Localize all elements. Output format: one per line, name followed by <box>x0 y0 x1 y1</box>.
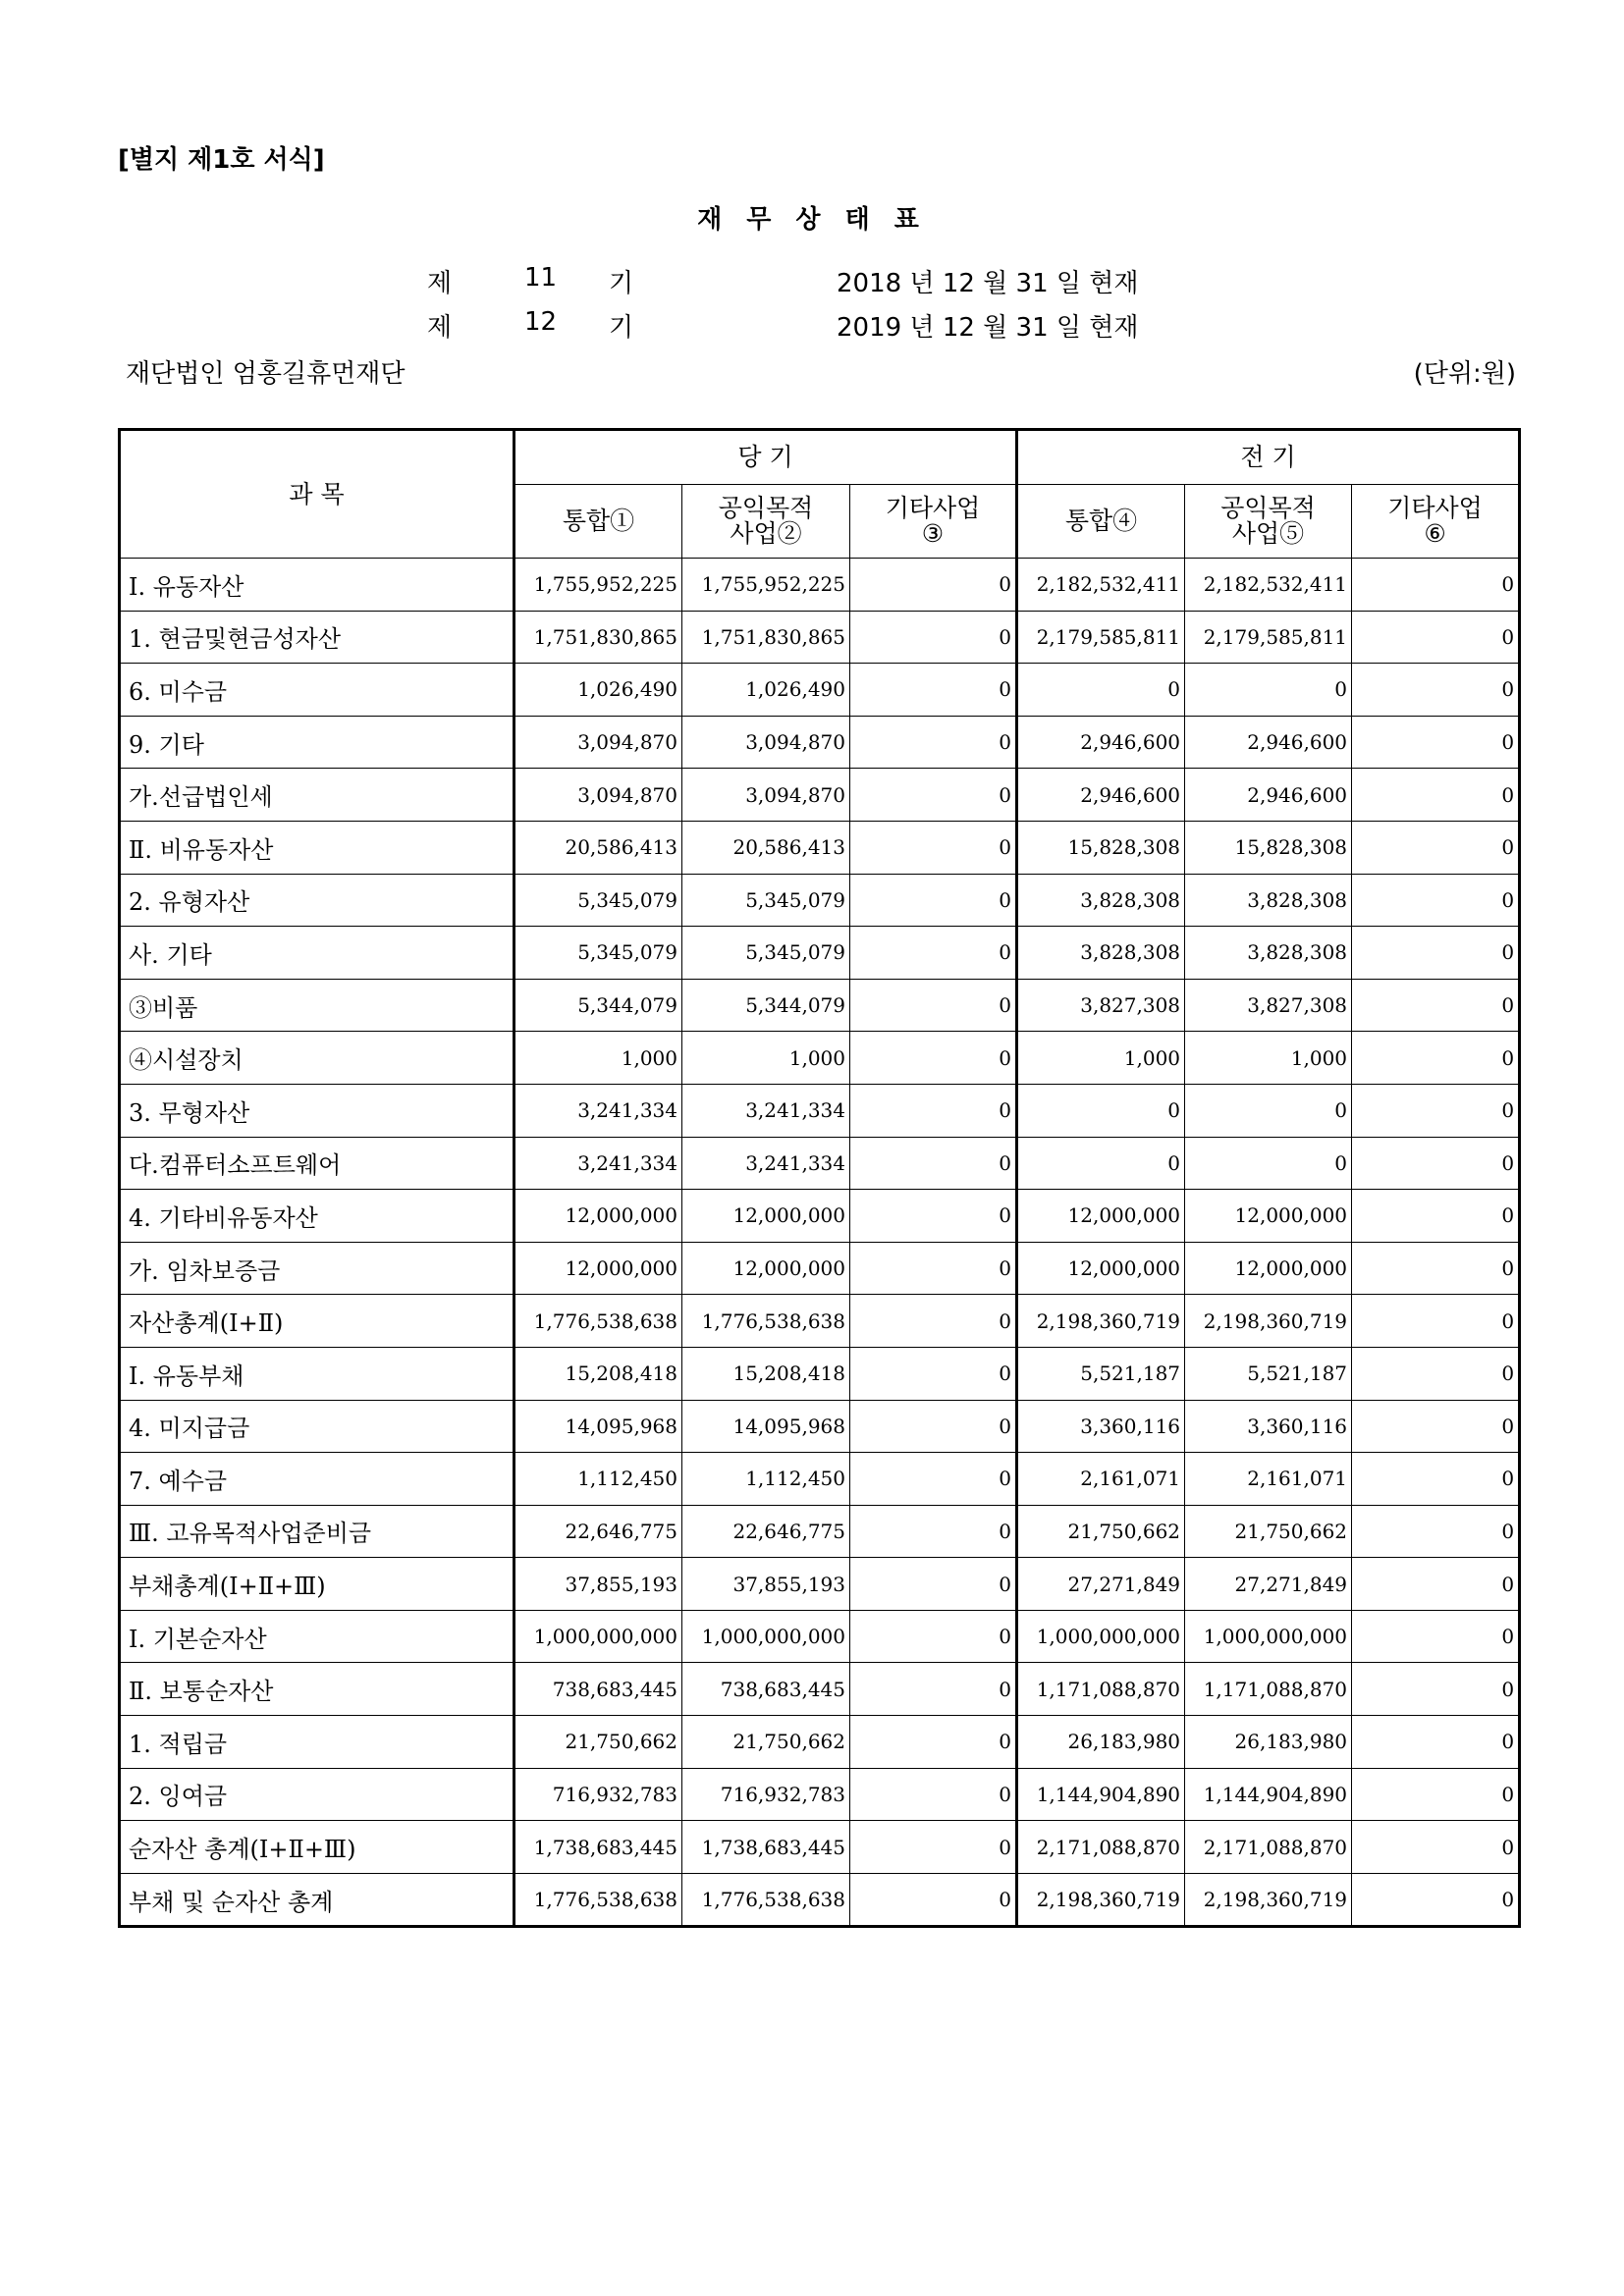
table-row <box>120 1821 1520 1874</box>
row-label: 가.선급법인세 <box>120 769 514 822</box>
row-value-col-2: 12,000,000 <box>682 1190 850 1243</box>
row-value-col-6: 0 <box>1352 1032 1520 1085</box>
row-value-col-6: 0 <box>1352 1505 1520 1558</box>
form-label: [별지 제1호 서식] <box>118 145 325 175</box>
row-value-col-5: 0 <box>1185 1084 1352 1137</box>
row-value-col-3: 0 <box>850 1610 1017 1663</box>
row-value-col-6: 0 <box>1352 1400 1520 1453</box>
row-label: Ⅱ. 보통순자산 <box>120 1663 514 1716</box>
row-value-col-4: 12,000,000 <box>1017 1242 1185 1295</box>
row-value-col-1: 1,026,490 <box>514 664 682 717</box>
header-col-line1: 기타사업 <box>885 494 981 522</box>
row-value-col-3: 0 <box>850 1505 1017 1558</box>
row-value-col-4: 12,000,000 <box>1017 1190 1185 1243</box>
row-value-col-5: 3,828,308 <box>1185 874 1352 927</box>
row-value-col-3: 0 <box>850 1032 1017 1085</box>
row-value-col-5: 27,271,849 <box>1185 1558 1352 1611</box>
row-value-col-5: 1,000,000,000 <box>1185 1610 1352 1663</box>
row-value-col-6: 0 <box>1352 716 1520 769</box>
row-value-col-4: 5,521,187 <box>1017 1347 1185 1400</box>
row-value-col-3: 0 <box>850 927 1017 980</box>
row-value-col-5: 2,198,360,719 <box>1185 1873 1352 1927</box>
row-value-col-3: 0 <box>850 1716 1017 1769</box>
row-label: Ⅱ. 비유동자산 <box>120 821 514 874</box>
row-value-col-1: 1,776,538,638 <box>514 1873 682 1927</box>
row-value-col-4: 2,946,600 <box>1017 716 1185 769</box>
row-value-col-5: 1,171,088,870 <box>1185 1663 1352 1716</box>
row-value-col-2: 1,755,952,225 <box>682 559 850 612</box>
table-row <box>120 1716 1520 1769</box>
period-gi: 기 <box>609 269 634 298</box>
table-row <box>120 1295 1520 1348</box>
table-row <box>120 1663 1520 1716</box>
row-value-col-1: 12,000,000 <box>514 1190 682 1243</box>
row-value-col-6: 0 <box>1352 821 1520 874</box>
row-value-col-4: 26,183,980 <box>1017 1716 1185 1769</box>
row-value-col-3: 0 <box>850 1242 1017 1295</box>
row-value-col-1: 5,344,079 <box>514 979 682 1032</box>
table-row <box>120 821 1520 874</box>
row-label: ③비품 <box>120 979 514 1032</box>
period-je: 제 <box>427 269 453 298</box>
table-row <box>120 927 1520 980</box>
row-value-col-4: 1,000,000,000 <box>1017 1610 1185 1663</box>
row-value-col-1: 716,932,783 <box>514 1768 682 1821</box>
row-value-col-6: 0 <box>1352 874 1520 927</box>
row-label: 9. 기타 <box>120 716 514 769</box>
row-value-col-2: 14,095,968 <box>682 1400 850 1453</box>
row-value-col-3: 0 <box>850 664 1017 717</box>
table-row <box>120 1347 1520 1400</box>
row-value-col-3: 0 <box>850 1453 1017 1506</box>
table-row <box>120 1032 1520 1085</box>
row-value-col-4: 0 <box>1017 1084 1185 1137</box>
row-value-col-1: 3,241,334 <box>514 1084 682 1137</box>
header-col-1 <box>514 485 682 559</box>
header-subject: 과 목 <box>120 430 514 559</box>
row-label: 사. 기타 <box>120 927 514 980</box>
row-value-col-4: 1,000 <box>1017 1032 1185 1085</box>
table-row <box>120 979 1520 1032</box>
table-row <box>120 1084 1520 1137</box>
row-value-col-4: 2,179,585,811 <box>1017 611 1185 664</box>
row-value-col-4: 2,198,360,719 <box>1017 1295 1185 1348</box>
period-line-11 <box>0 263 1624 298</box>
period-number: 12 <box>524 307 558 337</box>
row-value-col-3: 0 <box>850 979 1017 1032</box>
row-value-col-3: 0 <box>850 1400 1017 1453</box>
row-value-col-4: 2,171,088,870 <box>1017 1821 1185 1874</box>
row-label: 가. 임차보증금 <box>120 1242 514 1295</box>
row-value-col-2: 12,000,000 <box>682 1242 850 1295</box>
row-value-col-2: 716,932,783 <box>682 1768 850 1821</box>
row-value-col-5: 0 <box>1185 1137 1352 1190</box>
table-row <box>120 716 1520 769</box>
row-value-col-2: 3,094,870 <box>682 769 850 822</box>
table-row <box>120 1873 1520 1927</box>
row-value-col-1: 14,095,968 <box>514 1400 682 1453</box>
row-value-col-4: 2,161,071 <box>1017 1453 1185 1506</box>
period-date: 2018 년 12 월 31 일 현재 <box>837 269 1139 298</box>
row-label: 4. 기타비유동자산 <box>120 1190 514 1243</box>
row-value-col-5: 2,182,532,411 <box>1185 559 1352 612</box>
row-label: 6. 미수금 <box>120 664 514 717</box>
row-label: 부채총계(Ⅰ+Ⅱ+Ⅲ) <box>120 1558 514 1611</box>
row-value-col-6: 0 <box>1352 979 1520 1032</box>
row-value-col-4: 0 <box>1017 1137 1185 1190</box>
table-row <box>120 1400 1520 1453</box>
header-col-line2: ③ <box>921 519 945 548</box>
row-label: 부채 및 순자산 총계 <box>120 1873 514 1927</box>
row-label: 7. 예수금 <box>120 1453 514 1506</box>
row-value-col-1: 15,208,418 <box>514 1347 682 1400</box>
header-col-2 <box>682 485 850 559</box>
row-value-col-2: 1,738,683,445 <box>682 1821 850 1874</box>
row-value-col-2: 20,586,413 <box>682 821 850 874</box>
row-value-col-6: 0 <box>1352 1768 1520 1821</box>
row-value-col-6: 0 <box>1352 769 1520 822</box>
period-je: 제 <box>427 313 453 343</box>
row-value-col-3: 0 <box>850 1768 1017 1821</box>
row-value-col-5: 2,171,088,870 <box>1185 1821 1352 1874</box>
row-value-col-1: 3,241,334 <box>514 1137 682 1190</box>
row-value-col-4: 3,828,308 <box>1017 874 1185 927</box>
row-value-col-1: 1,776,538,638 <box>514 1295 682 1348</box>
row-value-col-1: 1,738,683,445 <box>514 1821 682 1874</box>
row-label: 2. 잉여금 <box>120 1768 514 1821</box>
row-value-col-2: 5,344,079 <box>682 979 850 1032</box>
table-row <box>120 1242 1520 1295</box>
header-col-3 <box>850 485 1017 559</box>
row-value-col-3: 0 <box>850 769 1017 822</box>
row-value-col-2: 5,345,079 <box>682 927 850 980</box>
row-value-col-5: 12,000,000 <box>1185 1242 1352 1295</box>
row-value-col-4: 3,827,308 <box>1017 979 1185 1032</box>
row-value-col-5: 1,144,904,890 <box>1185 1768 1352 1821</box>
row-label: ④시설장치 <box>120 1032 514 1085</box>
row-value-col-4: 3,360,116 <box>1017 1400 1185 1453</box>
row-value-col-2: 21,750,662 <box>682 1716 850 1769</box>
row-value-col-1: 21,750,662 <box>514 1716 682 1769</box>
row-value-col-3: 0 <box>850 1873 1017 1927</box>
row-value-col-5: 0 <box>1185 664 1352 717</box>
row-label: 순자산 총계(Ⅰ+Ⅱ+Ⅲ) <box>120 1821 514 1874</box>
row-value-col-3: 0 <box>850 821 1017 874</box>
unit-label: (단위:원) <box>1413 359 1516 389</box>
header-col-line1: 공익목적 <box>718 494 814 522</box>
row-value-col-3: 0 <box>850 1137 1017 1190</box>
period-gi: 기 <box>609 313 634 343</box>
header-col-5 <box>1185 485 1352 559</box>
row-value-col-4: 21,750,662 <box>1017 1505 1185 1558</box>
balance-sheet-table <box>118 428 1521 1928</box>
row-value-col-4: 2,946,600 <box>1017 769 1185 822</box>
row-value-col-6: 0 <box>1352 1190 1520 1243</box>
row-value-col-6: 0 <box>1352 1663 1520 1716</box>
row-value-col-1: 5,345,079 <box>514 927 682 980</box>
row-value-col-2: 1,776,538,638 <box>682 1873 850 1927</box>
row-value-col-1: 20,586,413 <box>514 821 682 874</box>
table-row <box>120 1453 1520 1506</box>
table-row <box>120 874 1520 927</box>
row-value-col-5: 5,521,187 <box>1185 1347 1352 1400</box>
row-value-col-5: 21,750,662 <box>1185 1505 1352 1558</box>
row-value-col-1: 5,345,079 <box>514 874 682 927</box>
row-value-col-3: 0 <box>850 1084 1017 1137</box>
row-value-col-3: 0 <box>850 611 1017 664</box>
row-value-col-2: 22,646,775 <box>682 1505 850 1558</box>
row-value-col-1: 3,094,870 <box>514 769 682 822</box>
row-label: 4. 미지급금 <box>120 1400 514 1453</box>
row-value-col-4: 15,828,308 <box>1017 821 1185 874</box>
row-value-col-2: 738,683,445 <box>682 1663 850 1716</box>
row-value-col-6: 0 <box>1352 927 1520 980</box>
row-value-col-5: 26,183,980 <box>1185 1716 1352 1769</box>
row-value-col-5: 1,000 <box>1185 1032 1352 1085</box>
row-value-col-5: 3,827,308 <box>1185 979 1352 1032</box>
header-col-line1: 기타사업 <box>1387 494 1483 522</box>
row-value-col-2: 37,855,193 <box>682 1558 850 1611</box>
row-value-col-6: 0 <box>1352 1610 1520 1663</box>
row-label: 1. 적립금 <box>120 1716 514 1769</box>
row-label: 자산총계(Ⅰ+Ⅱ) <box>120 1295 514 1348</box>
header-col-line2: ⑥ <box>1424 519 1446 548</box>
row-value-col-4: 0 <box>1017 664 1185 717</box>
row-value-col-5: 2,179,585,811 <box>1185 611 1352 664</box>
table-row <box>120 769 1520 822</box>
row-value-col-1: 3,094,870 <box>514 716 682 769</box>
period-date: 2019 년 12 월 31 일 현재 <box>837 313 1139 343</box>
row-value-col-1: 22,646,775 <box>514 1505 682 1558</box>
row-value-col-5: 2,198,360,719 <box>1185 1295 1352 1348</box>
row-value-col-6: 0 <box>1352 664 1520 717</box>
header-col-line1: 통합① <box>562 507 635 535</box>
row-value-col-2: 5,345,079 <box>682 874 850 927</box>
row-value-col-2: 1,000 <box>682 1032 850 1085</box>
row-value-col-6: 0 <box>1352 1453 1520 1506</box>
row-value-col-6: 0 <box>1352 1137 1520 1190</box>
table-row <box>120 1137 1520 1190</box>
row-value-col-4: 2,198,360,719 <box>1017 1873 1185 1927</box>
row-value-col-1: 1,000 <box>514 1032 682 1085</box>
table-row <box>120 611 1520 664</box>
table-row <box>120 1768 1520 1821</box>
row-value-col-3: 0 <box>850 1558 1017 1611</box>
header-col-6 <box>1352 485 1520 559</box>
row-value-col-3: 0 <box>850 874 1017 927</box>
row-value-col-6: 0 <box>1352 611 1520 664</box>
table-row <box>120 1558 1520 1611</box>
header-col-line1: 공익목적 <box>1220 494 1316 522</box>
table-row <box>120 664 1520 717</box>
row-value-col-4: 1,144,904,890 <box>1017 1768 1185 1821</box>
row-value-col-4: 27,271,849 <box>1017 1558 1185 1611</box>
row-value-col-3: 0 <box>850 1295 1017 1348</box>
document-title: 재 무 상 태 표 <box>697 205 927 235</box>
row-value-col-5: 15,828,308 <box>1185 821 1352 874</box>
row-label: 3. 무형자산 <box>120 1084 514 1137</box>
row-value-col-2: 3,241,334 <box>682 1137 850 1190</box>
row-value-col-3: 0 <box>850 1663 1017 1716</box>
row-value-col-2: 15,208,418 <box>682 1347 850 1400</box>
header-current-period: 당 기 <box>514 430 1017 485</box>
row-value-col-4: 3,828,308 <box>1017 927 1185 980</box>
row-value-col-2: 1,026,490 <box>682 664 850 717</box>
row-value-col-6: 0 <box>1352 1558 1520 1611</box>
row-value-col-5: 2,161,071 <box>1185 1453 1352 1506</box>
row-value-col-2: 1,776,538,638 <box>682 1295 850 1348</box>
row-value-col-6: 0 <box>1352 1821 1520 1874</box>
row-value-col-5: 3,360,116 <box>1185 1400 1352 1453</box>
row-value-col-1: 738,683,445 <box>514 1663 682 1716</box>
row-value-col-6: 0 <box>1352 1347 1520 1400</box>
table-row <box>120 1190 1520 1243</box>
table-row <box>120 559 1520 612</box>
row-label: 2. 유형자산 <box>120 874 514 927</box>
row-value-col-5: 3,828,308 <box>1185 927 1352 980</box>
period-line-12 <box>0 307 1624 343</box>
row-value-col-2: 3,241,334 <box>682 1084 850 1137</box>
row-label: 다.컴퓨터소프트웨어 <box>120 1137 514 1190</box>
row-value-col-3: 0 <box>850 716 1017 769</box>
row-value-col-3: 0 <box>850 559 1017 612</box>
row-value-col-2: 1,751,830,865 <box>682 611 850 664</box>
row-value-col-6: 0 <box>1352 1716 1520 1769</box>
row-value-col-2: 1,000,000,000 <box>682 1610 850 1663</box>
row-label: 1. 현금및현금성자산 <box>120 611 514 664</box>
row-value-col-6: 0 <box>1352 1873 1520 1927</box>
row-value-col-1: 12,000,000 <box>514 1242 682 1295</box>
row-value-col-1: 1,000,000,000 <box>514 1610 682 1663</box>
row-value-col-1: 37,855,193 <box>514 1558 682 1611</box>
row-value-col-6: 0 <box>1352 559 1520 612</box>
row-value-col-5: 2,946,600 <box>1185 769 1352 822</box>
row-value-col-6: 0 <box>1352 1295 1520 1348</box>
row-value-col-6: 0 <box>1352 1084 1520 1137</box>
row-label: Ⅰ. 유동부채 <box>120 1347 514 1400</box>
period-number: 11 <box>524 263 558 293</box>
organization-name: 재단법인 엄홍길휴먼재단 <box>126 359 406 389</box>
row-value-col-6: 0 <box>1352 1242 1520 1295</box>
row-value-col-3: 0 <box>850 1190 1017 1243</box>
row-value-col-1: 1,755,952,225 <box>514 559 682 612</box>
row-value-col-5: 12,000,000 <box>1185 1190 1352 1243</box>
row-value-col-4: 1,171,088,870 <box>1017 1663 1185 1716</box>
header-col-line1: 통합④ <box>1064 507 1138 535</box>
row-label: Ⅰ. 기본순자산 <box>120 1610 514 1663</box>
table-row <box>120 1505 1520 1558</box>
header-col-line2: 사업⑤ <box>1231 519 1305 548</box>
row-label: Ⅲ. 고유목적사업준비금 <box>120 1505 514 1558</box>
row-value-col-2: 3,094,870 <box>682 716 850 769</box>
row-value-col-2: 1,112,450 <box>682 1453 850 1506</box>
row-value-col-4: 2,182,532,411 <box>1017 559 1185 612</box>
row-value-col-3: 0 <box>850 1821 1017 1874</box>
row-value-col-1: 1,751,830,865 <box>514 611 682 664</box>
row-value-col-5: 2,946,600 <box>1185 716 1352 769</box>
header-col-4 <box>1017 485 1185 559</box>
header-previous-period: 전 기 <box>1017 430 1520 485</box>
row-label: Ⅰ. 유동자산 <box>120 559 514 612</box>
row-value-col-1: 1,112,450 <box>514 1453 682 1506</box>
row-value-col-3: 0 <box>850 1347 1017 1400</box>
table-row <box>120 1610 1520 1663</box>
header-col-line2: 사업② <box>730 519 802 548</box>
